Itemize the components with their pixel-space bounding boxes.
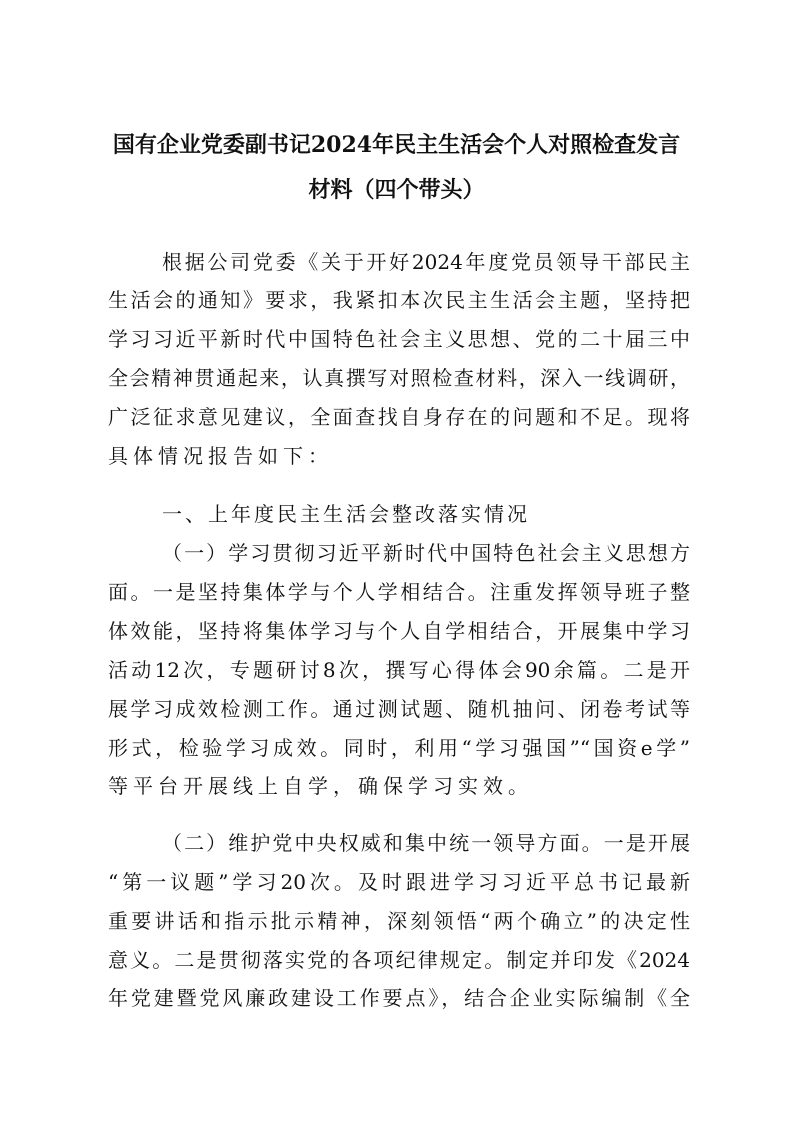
paragraph-line: 具体情况报告如下： [108,444,333,468]
paragraph-line: 等平台开展线上自学，确保学习实效。 [108,774,533,798]
section-heading: 一、上年度民主生活会整改落实情况 [162,502,530,526]
doc-title-line-2: 材料（四个带头） [308,177,485,203]
paragraph-line: 全会精神贯通起来，认真撰写对照检查材料，深入一线调研， [108,366,690,390]
paragraph-line: （一）学习贯彻习近平新时代中国特色社会主义思想方 [162,541,690,565]
paragraph-line: 年党建暨党风廉政建设工作要点》，结合企业实际编制《全 [108,986,690,1010]
paragraph-line: 体效能，坚持将集体学习与个人自学相结合，开展集中学习 [108,619,690,643]
paragraph-line: 面。一是坚持集体学与个人学相结合。注重发挥领导班子整 [108,580,690,604]
doc-title-line-1: 国有企业党委副书记2024年民主生活会个人对照检查发言 [112,132,681,158]
paragraph-line: 活动12次，专题研讨8次，撰写心得体会90余篇。二是开 [108,658,690,682]
paragraph-line: （二）维护党中央权威和集中统一领导方面。一是开展 [162,831,690,855]
paragraph-line: 根据公司党委《关于开好2024年度党员领导干部民主 [162,250,690,274]
paragraph-line: 广泛征求意见建议，全面查找自身存在的问题和不足。现将 [108,405,690,429]
paragraph-line: 意义。二是贯彻落实党的各项纪律规定。制定并印发《2024 [108,948,690,972]
paragraph-line: “第一议题”学习20次。及时跟进学习习近平总书记最新 [108,870,690,894]
paragraph-line: 形式，检验学习成效。同时，利用“学习强国”“国资e学” [108,736,690,760]
paragraph-line: 重要讲话和指示批示精神，深刻领悟“两个确立”的决定性 [108,909,690,933]
paragraph-line: 展学习成效检测工作。通过测试题、随机抽问、闭卷考试等 [108,697,690,721]
paragraph-line: 生活会的通知》要求，我紧扣本次民主生活会主题，坚持把 [108,288,690,312]
paragraph-line: 学习习近平新时代中国特色社会主义思想、党的二十届三中 [108,327,690,351]
